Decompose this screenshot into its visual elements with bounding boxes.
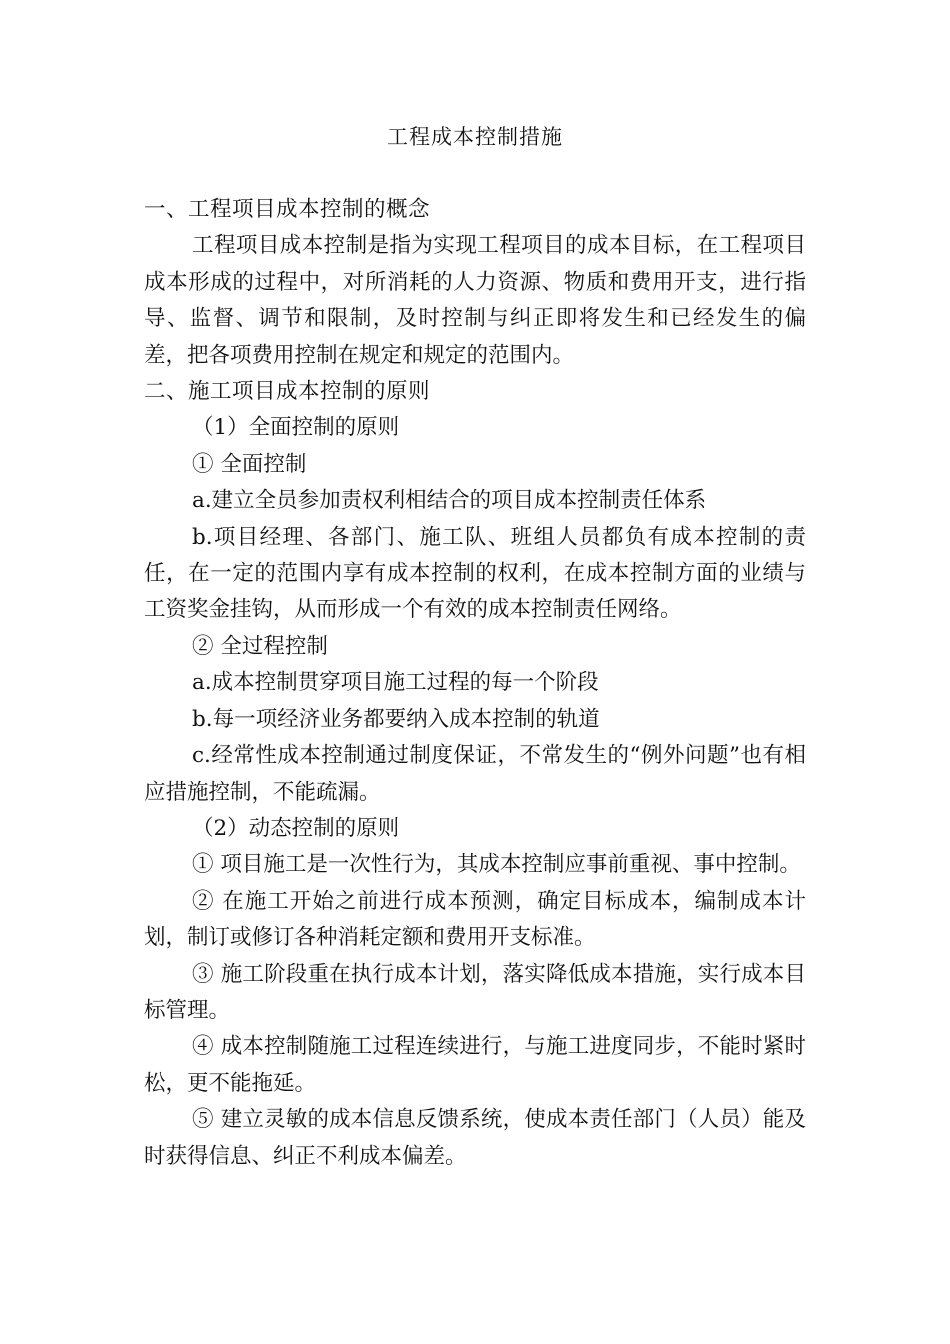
paragraph: ③ 施工阶段重在执行成本计划，落实降低成本措施，实行成本目标管理。 <box>144 961 806 1023</box>
paragraph: （1）全面控制的原则 <box>192 415 400 441</box>
paragraph: ② 全过程控制 <box>192 633 328 659</box>
paragraph: （2）动态控制的原则 <box>192 815 400 841</box>
section-heading: 二、施工项目成本控制的原则 <box>144 379 431 405</box>
paragraph: ⑤ 建立灵敏的成本信息反馈系统，使成本责任部门（人员）能及时获得信息、纠正不利成本偏差。 <box>144 1107 806 1169</box>
paragraph: b.项目经理、各部门、施工队、班组人员都负有成本控制的责任，在一定的范围内享有成本控制的权利，在成本控制方面的业绩与工资奖金挂钩，从而形成一个有效的成本控制责任网络。 <box>144 524 806 623</box>
paragraph: b.每一项经济业务都要纳入成本控制的轨道 <box>192 706 600 732</box>
paragraph: a.建立全员参加责权利相结合的项目成本控制责任体系 <box>192 488 707 514</box>
paragraph: c.经常性成本控制通过制度保证，不常发生的“例外问题”也有相应措施控制，不能疏漏。 <box>144 743 806 805</box>
paragraph: 工程项目成本控制是指为实现工程项目的成本目标，在工程项目成本形成的过程中，对所消耗的人力资源、物质和费用开支，进行指导、监督、调节和限制，及时控制与纠正即将发生和已经发生的偏差，把各项费用控制在规定和规定的范围内。 <box>144 233 806 368</box>
document-body <box>144 192 806 1175</box>
section-heading: 一、工程项目成本控制的概念 <box>144 197 431 222</box>
paragraph: ① 全面控制 <box>192 451 307 477</box>
paragraph: ① 项目施工是一次性行为，其成本控制应事前重视、事中控制。 <box>192 852 801 878</box>
paragraph: a.成本控制贯穿项目施工过程的每一个阶段 <box>192 670 599 696</box>
paragraph: ② 在施工开始之前进行成本预测，确定目标成本，编制成本计划，制订或修订各种消耗定额和费用开支标准。 <box>144 888 806 951</box>
paragraph: ④ 成本控制随施工过程连续进行，与施工进度同步，不能时紧时松，更不能拖延。 <box>144 1034 806 1096</box>
document-title: 工程成本控制措施 <box>387 125 563 149</box>
